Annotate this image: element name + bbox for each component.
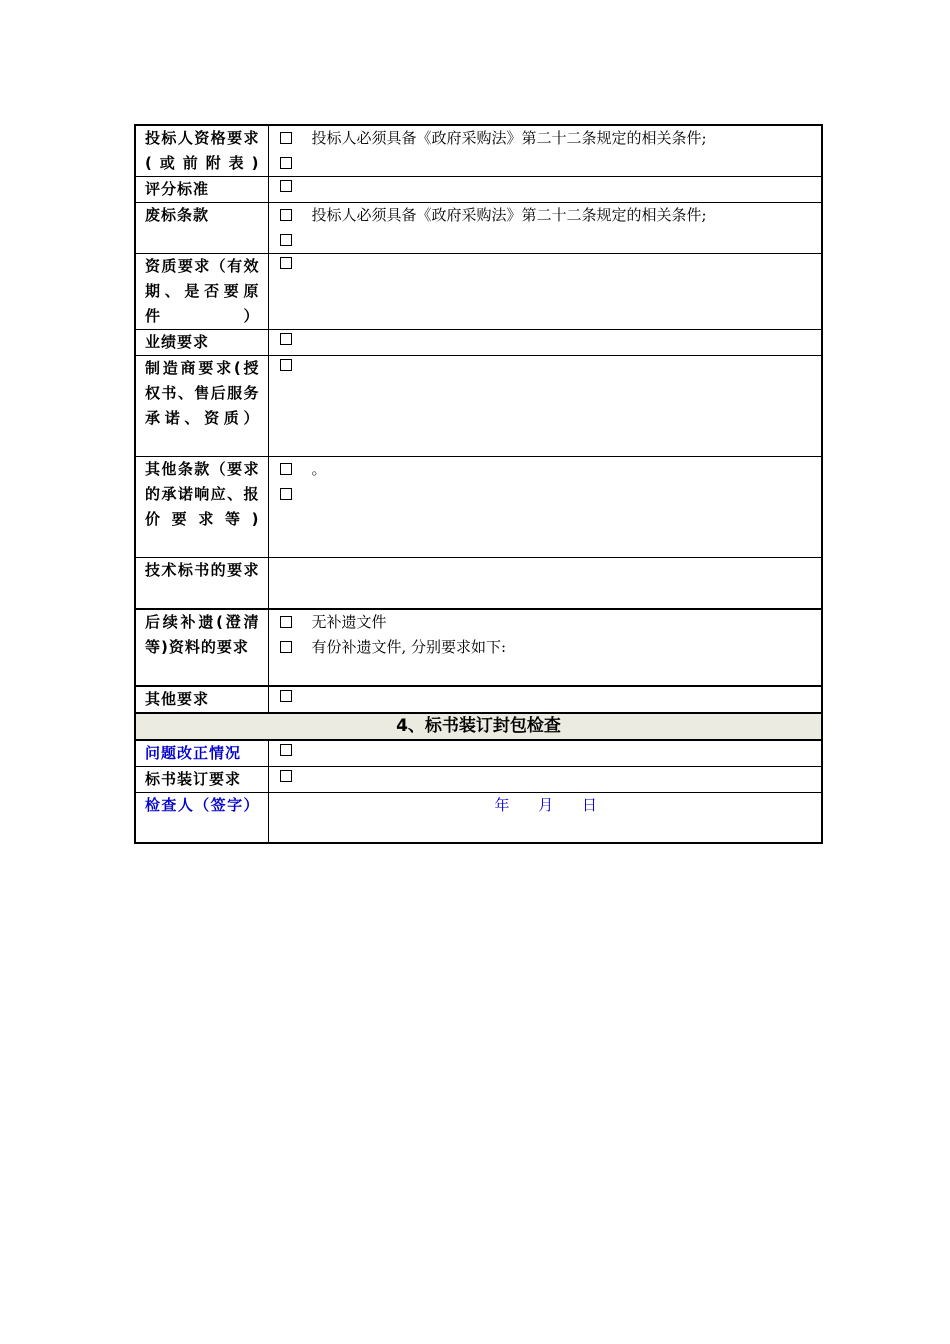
checkbox-icon[interactable] [280,463,292,475]
row-label: 评分标准 [135,177,268,203]
row-label: 制造商要求(授权书、售后服务承诺、资质） [135,356,268,457]
section-header-row [135,713,822,740]
checkbox-icon[interactable] [280,234,292,246]
signature-field[interactable] [268,792,822,843]
row-content [268,457,822,558]
checkbox-icon[interactable] [280,488,292,500]
option-text: 投标人必须具备《政府采购法》第二十二条规定的相关条件; [311,129,707,147]
month-label: 月 [538,795,554,814]
option-item[interactable] [277,203,816,228]
checkbox-icon[interactable] [280,770,292,782]
option-item[interactable] [277,610,816,635]
option-item[interactable] [277,356,816,381]
option-item[interactable] [277,457,816,482]
row-label: 资质要求（有效期、是否要原件） [135,254,268,330]
row-content [268,686,822,713]
day-label: 日 [582,795,598,814]
section-title: 4、标书装订封包检查 [135,713,822,740]
checkbox-icon[interactable] [280,744,292,756]
checkbox-icon[interactable] [280,157,292,169]
row-label: 其他条款（要求的承诺响应、报价要求等) [135,457,268,558]
form-row-binding [135,766,822,792]
option-item[interactable] [277,126,816,151]
row-label: 投标人资格要求(或前附表) [135,125,268,177]
form-row-corrections [135,740,822,767]
form-row-rejection [135,203,822,254]
row-label: 技术标书的要求 [135,558,268,609]
row-label: 业绩要求 [135,330,268,356]
row-label: 废标条款 [135,203,268,254]
row-content [268,558,822,609]
option-text: 投标人必须具备《政府采购法》第二十二条规定的相关条件; [311,206,707,224]
checkbox-icon[interactable] [280,616,292,628]
option-item[interactable] [277,254,816,279]
row-content [268,177,822,203]
form-row-credentials [135,254,822,330]
option-item[interactable] [277,177,816,202]
checkbox-icon[interactable] [280,641,292,653]
option-item[interactable] [277,151,816,176]
row-content [268,609,822,686]
checkbox-icon[interactable] [280,359,292,371]
checkbox-icon[interactable] [280,257,292,269]
form-row-other-requirements [135,686,822,713]
row-label: 其他要求 [135,686,268,713]
signature-label: 检查人（签字） [135,792,268,843]
row-content [268,740,822,767]
form-row-qualification [135,125,822,177]
option-item[interactable] [277,767,816,792]
option-item[interactable] [277,687,816,712]
bid-review-form [134,124,823,844]
option-item[interactable] [277,741,816,766]
date-line [277,793,816,818]
option-item[interactable] [277,330,816,355]
option-item[interactable] [277,482,816,507]
checkbox-icon[interactable] [280,209,292,221]
row-content [268,254,822,330]
option-item[interactable] [277,228,816,253]
row-label: 标书装订要求 [135,766,268,792]
row-label: 问题改正情况 [135,740,268,767]
year-label: 年 [494,795,510,814]
checkbox-icon[interactable] [280,180,292,192]
form-row-other-terms [135,457,822,558]
form-row-technical [135,558,822,609]
form-row-signature [135,792,822,843]
row-content [268,356,822,457]
form-row-manufacturer [135,356,822,457]
option-text: 有份补遗文件, 分别要求如下: [311,637,507,656]
row-label: 后续补遗(澄清等)资料的要求 [135,609,268,686]
option-text: 。 [311,460,327,478]
option-item[interactable] [277,635,816,660]
checkbox-icon[interactable] [280,333,292,345]
checkbox-icon[interactable] [280,132,292,144]
row-content [268,766,822,792]
form-row-performance [135,330,822,356]
row-content [268,203,822,254]
option-text: 无补遗文件 [311,612,387,631]
row-content [268,125,822,177]
checkbox-icon[interactable] [280,690,292,702]
row-content [268,330,822,356]
form-row-addendum [135,609,822,686]
form-row-scoring [135,177,822,203]
